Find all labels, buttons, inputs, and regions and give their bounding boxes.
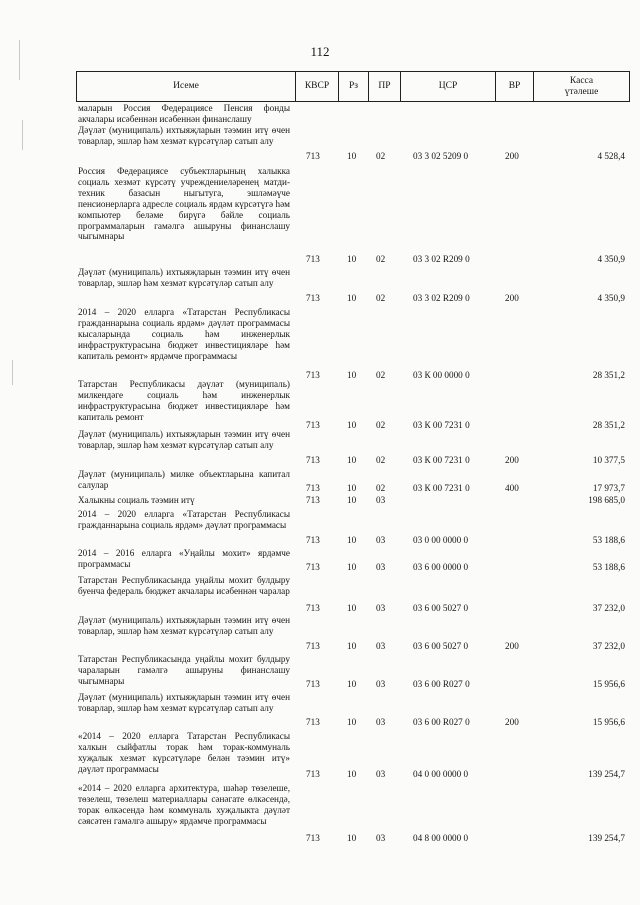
row-pr: 03: [376, 603, 386, 613]
row-name: Дәүләт (муниципаль) ихтыяҗларын тәэмин итү өчен товарлар, эшләр һәм хезмәт күрсәтүләр сатып алу: [78, 615, 290, 636]
row-kvsr: 713: [306, 562, 320, 572]
row-pr: 02: [376, 420, 386, 430]
row-name: Дәүләт (муниципаль) милке объектларына капитал салулар: [78, 469, 290, 490]
row-kvsr: 713: [306, 455, 320, 465]
row-kvsr: 713: [306, 769, 320, 779]
row-sum: 139 254,7: [588, 833, 625, 843]
row-sum: 37 232,0: [592, 641, 625, 651]
row-sum: 10 377,5: [592, 455, 625, 465]
row-csr: 03 К 00 7231 0: [413, 455, 470, 465]
row-name: Дәүләт (муниципаль) ихтыяҗларын тәэмин итү өчен товарлар, эшләр һәм хезмәт күрсәтүләр сатып алу: [78, 125, 290, 146]
row-kvsr: 713: [306, 293, 320, 303]
header-rz: Рз: [339, 72, 369, 101]
row-pr: 03: [376, 495, 386, 505]
row-name: Халыкны социаль тәэмин итү: [78, 495, 195, 505]
scan-margin-mark: [12, 360, 13, 385]
row-name: Татарстан Республикасында уңайлы мохит булдыру буенча федераль бюджет акчалары исәбеннән чаралар: [78, 575, 290, 596]
row-name: 2014 – 2016 елларга «Уңайлы мохит» ярдәмче программасы: [78, 548, 290, 569]
row-csr: 03 3 02 5209 0: [413, 151, 469, 161]
row-vr: 200: [505, 455, 519, 465]
scan-margin-mark: [19, 40, 20, 80]
row-kvsr: 713: [306, 641, 320, 651]
row-pr: 03: [376, 717, 386, 727]
row-rz: 10: [347, 641, 357, 651]
row-pr: 02: [376, 151, 386, 161]
row-csr: 03 6 00 0000 0: [413, 562, 469, 572]
row-rz: 10: [347, 562, 357, 572]
row-rz: 10: [347, 833, 357, 843]
row-rz: 10: [347, 370, 357, 380]
row-name: маларын Россия Федерациясе Пенсия фонды акчалары исәбеннән исәбеннән финанслашу: [78, 103, 290, 124]
row-sum: 4 350,9: [597, 254, 625, 264]
page-number: 112: [310, 44, 330, 59]
row-name: Дәүләт (муниципаль) ихтыяҗларын тәэмин итү өчен товарлар, эшләр һәм хезмәт күрсәтүләр сатып алу: [78, 429, 290, 450]
row-pr: 02: [376, 254, 386, 264]
row-pr: 03: [376, 535, 386, 545]
row-sum: 53 188,6: [592, 562, 625, 572]
row-kvsr: 713: [306, 535, 320, 545]
row-name: Дәүләт (муниципаль) ихтыяҗларын тәэмин итү өчен товарлар, эшләр һәм хезмәт күрсәтүләр сатып алу: [78, 267, 290, 288]
row-csr: 03 3 02 R209 0: [413, 293, 470, 303]
row-csr: 03 0 00 0000 0: [413, 535, 469, 545]
row-name: «2014 – 2020 елларга архитектура, шәһәр төзелеше, төзелеш, төзелеш материаллары сәнәгате өлкәсендә, торак өлкәсендә һәм коммуналь хуҗалыкта дәүләт сәясәтен гамәлгә ашыру» ярдәмче программасы: [78, 783, 290, 826]
row-rz: 10: [347, 679, 357, 689]
row-csr: 03 К 00 0000 0: [413, 370, 470, 380]
row-csr: 03 3 02 R209 0: [413, 254, 470, 264]
row-pr: 02: [376, 455, 386, 465]
row-pr: 03: [376, 769, 386, 779]
row-rz: 10: [347, 483, 357, 493]
row-kvsr: 713: [306, 254, 320, 264]
row-csr: 03 6 00 5027 0: [413, 603, 469, 613]
row-kvsr: 713: [306, 151, 320, 161]
row-vr: 400: [505, 483, 519, 493]
row-sum: 4 350,9: [597, 293, 625, 303]
header-name: Исеме: [77, 72, 296, 101]
row-csr: 03 6 00 R027 0: [413, 717, 470, 727]
row-sum: 37 232,0: [592, 603, 625, 613]
header-vr: ВР: [496, 72, 534, 101]
row-pr: 03: [376, 679, 386, 689]
row-name: «2014 – 2020 елларга Татарстан Республикасы халкын сыйфатлы торак һәм торак-коммуналь хуҗалык хезмәт күрсәтүләре белән тәэмин итү» дәүләт программасы: [78, 731, 290, 774]
row-name: 2014 – 2020 елларга «Татарстан Республикасы гражданнарына социаль ярдәм» дәүләт программасы: [78, 509, 290, 530]
row-pr: 02: [376, 483, 386, 493]
row-sum: 139 254,7: [588, 769, 625, 779]
row-pr: 02: [376, 370, 386, 380]
row-sum: 28 351,2: [592, 420, 625, 430]
row-rz: 10: [347, 293, 357, 303]
scan-margin-mark: [22, 120, 23, 150]
header-csr: ЦСР: [401, 72, 496, 101]
row-kvsr: 713: [306, 370, 320, 380]
row-csr: 03 К 00 7231 0: [413, 420, 470, 430]
row-rz: 10: [347, 254, 357, 264]
row-kvsr: 713: [306, 833, 320, 843]
row-kvsr: 713: [306, 495, 320, 505]
row-pr: 03: [376, 833, 386, 843]
row-sum: 15 956,6: [592, 717, 625, 727]
header-sum: Касса үтәлеше: [564, 75, 599, 97]
row-vr: 200: [505, 151, 519, 161]
row-sum: 198 685,0: [588, 495, 625, 505]
row-sum: 53 188,6: [592, 535, 625, 545]
row-csr: 04 0 00 0000 0: [413, 769, 469, 779]
row-name: Дәүләт (муниципаль) ихтыяҗларын тәэмин итү өчен товарлар, эшләр һәм хезмәт күрсәтүләр сатып алу: [78, 692, 290, 713]
row-sum: 15 956,6: [592, 679, 625, 689]
row-kvsr: 713: [306, 483, 320, 493]
row-sum: 17 973,7: [592, 483, 625, 493]
row-sum: 28 351,2: [592, 370, 625, 380]
row-csr: 03 6 00 5027 0: [413, 641, 469, 651]
row-name: Татарстан Республикасында уңайлы мохит булдыру чараларын гамәлгә ашыруны финанслашу чыгымнары: [78, 654, 290, 686]
row-csr: 03 К 00 7231 0: [413, 483, 470, 493]
row-name: 2014 – 2020 елларга «Татарстан Республикасы гражданнарына социаль ярдәм» дәүләт программасы кысаларында социаль һәм инженерлык инфраструктурасына бюджет инвестицияләре һәм капиталь ремонт» ярдәмче программасы: [78, 307, 290, 361]
row-rz: 10: [347, 769, 357, 779]
row-kvsr: 713: [306, 420, 320, 430]
row-vr: 200: [505, 717, 519, 727]
row-kvsr: 713: [306, 679, 320, 689]
header-pr: ПР: [369, 72, 401, 101]
row-kvsr: 713: [306, 717, 320, 727]
row-rz: 10: [347, 717, 357, 727]
row-pr: 03: [376, 641, 386, 651]
row-rz: 10: [347, 455, 357, 465]
table-header: [76, 71, 630, 102]
row-csr: 03 6 00 R027 0: [413, 679, 470, 689]
row-rz: 10: [347, 535, 357, 545]
header-kvsr: КВСР: [296, 72, 339, 101]
row-name: Россия Федерациясе субъектларының халыкка социаль хезмәт күрсәтү учреждениеләренең матди-техник базасын ныгытуга, эшләмәүче пенсионерларга адресле социаль ярдәм күрсәтүгә һәм компьютер беләме бирүгә бәйле социаль программаларын гамәлгә ашыруны финанслашу чыгымнары: [78, 166, 290, 242]
row-rz: 10: [347, 495, 357, 505]
row-rz: 10: [347, 603, 357, 613]
row-sum: 4 528,4: [597, 151, 625, 161]
row-vr: 200: [505, 293, 519, 303]
row-pr: 03: [376, 562, 386, 572]
row-kvsr: 713: [306, 603, 320, 613]
row-name: Татарстан Республикасы дәүләт (муниципаль) милкендәге социаль һәм инженерлык инфраструктурасына бюджет инвестицияләре һәм капиталь ремонт: [78, 379, 290, 422]
row-rz: 10: [347, 151, 357, 161]
row-pr: 02: [376, 293, 386, 303]
row-vr: 200: [505, 641, 519, 651]
row-rz: 10: [347, 420, 357, 430]
row-csr: 04 8 00 0000 0: [413, 833, 469, 843]
